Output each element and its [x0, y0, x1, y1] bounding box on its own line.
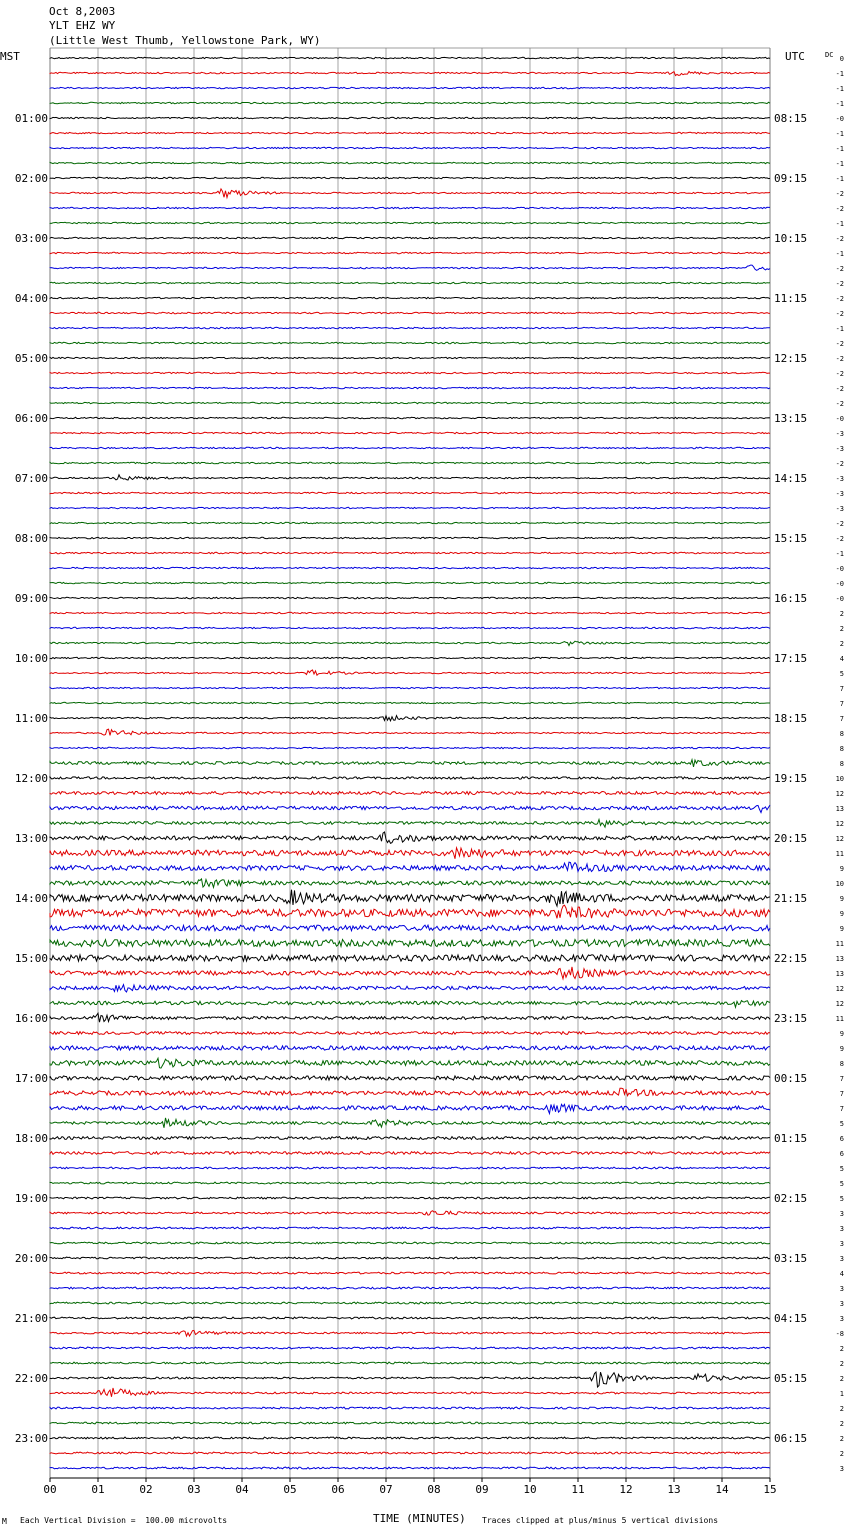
mst-label: 21:00	[14, 1312, 48, 1325]
trace-26	[50, 447, 770, 448]
dc-offset-label: 12	[835, 820, 844, 828]
station-code: YLT EHZ WY	[49, 19, 116, 32]
trace-38	[50, 627, 770, 628]
mst-label: 10:00	[14, 652, 48, 665]
trace-78	[50, 1227, 770, 1229]
dc-offset-label: -2	[835, 295, 844, 303]
trace-51	[50, 820, 770, 828]
trace-1	[50, 71, 770, 75]
mst-label: 08:00	[14, 532, 48, 545]
utc-axis-title: UTC	[785, 50, 805, 63]
trace-54	[50, 862, 770, 871]
mst-label: 23:00	[14, 1432, 48, 1445]
trace-50	[50, 805, 770, 813]
trace-76	[50, 1197, 770, 1199]
dc-offset-label: 4	[839, 1270, 844, 1278]
trace-3	[50, 102, 770, 103]
dc-offset-label: -0	[835, 565, 844, 573]
mst-label: 04:00	[14, 292, 48, 305]
trace-62	[50, 985, 770, 992]
dc-offset-label: 2	[839, 640, 844, 648]
dc-offset-label: -2	[835, 370, 844, 378]
dc-offset-label: 12	[835, 835, 844, 843]
trace-46	[50, 747, 770, 748]
trace-37	[50, 612, 770, 613]
trace-52	[50, 832, 770, 843]
trace-73	[50, 1152, 770, 1155]
dc-offset-label: -2	[835, 400, 844, 408]
dc-offset-label: 2	[839, 1420, 844, 1428]
utc-label: 11:15	[774, 292, 808, 305]
trace-45	[50, 729, 770, 735]
trace-83	[50, 1302, 770, 1304]
dc-offset-label: 2	[839, 1405, 844, 1413]
utc-label: 05:15	[774, 1372, 808, 1385]
x-tick-label: 12	[619, 1483, 633, 1496]
trace-25	[50, 432, 770, 433]
utc-label: 22:15	[774, 952, 808, 965]
utc-label: 06:15	[774, 1432, 808, 1445]
dc-offset-label: -0	[835, 580, 844, 588]
x-tick-label: 01	[91, 1483, 105, 1496]
trace-57	[50, 905, 770, 918]
dc-offset-label: 7	[839, 1090, 844, 1098]
dc-offset-label: 8	[839, 745, 844, 753]
dc-offset-label: 5	[839, 670, 844, 678]
mst-label: 02:00	[14, 172, 48, 185]
dc-offset-label: -2	[835, 235, 844, 243]
mst-label: 09:00	[14, 592, 48, 605]
utc-label: 03:15	[774, 1252, 808, 1265]
trace-15	[50, 282, 770, 283]
trace-16	[50, 297, 770, 298]
x-tick-label: 07	[379, 1483, 393, 1496]
trace-94	[50, 1467, 770, 1469]
trace-80	[50, 1257, 770, 1259]
dc-offset-label: 13	[835, 805, 844, 813]
trace-72	[50, 1137, 770, 1140]
x-tick-label: 06	[331, 1483, 345, 1496]
trace-43	[50, 702, 770, 703]
scale-note: Each Vertical Division = 100.00 microvolts	[20, 1516, 228, 1525]
trace-33	[50, 552, 770, 553]
utc-label: 09:15	[774, 172, 808, 185]
utc-label: 10:15	[774, 232, 808, 245]
dc-offset-label: -3	[835, 475, 844, 483]
trace-60	[50, 955, 770, 961]
utc-label: 21:15	[774, 892, 808, 905]
dc-offset-label: 10	[835, 775, 844, 783]
x-tick-label: 03	[187, 1483, 201, 1496]
dc-offset-label: -2	[835, 520, 844, 528]
trace-21	[50, 372, 770, 373]
mst-label: 18:00	[14, 1132, 48, 1145]
dc-offset-label: 7	[839, 1075, 844, 1083]
dc-offset-label: 11	[835, 850, 844, 858]
minute-tick-labels	[43, 1478, 776, 1496]
trace-0	[50, 57, 770, 58]
trace-32	[50, 537, 770, 538]
seismic-traces	[50, 57, 770, 1469]
mst-label: 15:00	[14, 952, 48, 965]
dc-offset-label: -2	[835, 205, 844, 213]
dc-offset-label: 8	[839, 760, 844, 768]
utc-label: 02:15	[774, 1192, 808, 1205]
mst-label: 03:00	[14, 232, 48, 245]
dc-offset-label: 7	[839, 1105, 844, 1113]
mst-axis-title: MST	[0, 50, 20, 63]
dc-offset-label: 3	[839, 1210, 844, 1218]
trace-70	[50, 1104, 770, 1113]
dc-offset-label: 3	[839, 1240, 844, 1248]
mst-label: 05:00	[14, 352, 48, 365]
dc-offset-label: 5	[839, 1195, 844, 1203]
dc-offset-label: 13	[835, 970, 844, 978]
mst-label: 17:00	[14, 1072, 48, 1085]
x-tick-label: 11	[571, 1483, 585, 1496]
x-axis-label: TIME (MINUTES)	[373, 1512, 466, 1525]
dc-offset-label: 1	[839, 1390, 844, 1398]
dc-offset-label: -2	[835, 385, 844, 393]
dc-offset-label: 8	[839, 1060, 844, 1068]
mst-label: 20:00	[14, 1252, 48, 1265]
dc-offset-label: 2	[839, 1435, 844, 1443]
utc-label: 01:15	[774, 1132, 808, 1145]
trace-10	[50, 207, 770, 208]
trace-58	[50, 925, 770, 931]
trace-2	[50, 87, 770, 88]
utc-label: 20:15	[774, 832, 808, 845]
trace-85	[50, 1330, 770, 1336]
dc-offset-label: 5	[839, 1165, 844, 1173]
trace-18	[50, 327, 770, 328]
dc-offset-label: -0	[835, 595, 844, 603]
trace-29	[50, 492, 770, 493]
corner-mark: M	[2, 1517, 7, 1526]
trace-11	[50, 222, 770, 223]
trace-39	[50, 641, 770, 645]
mst-label: 19:00	[14, 1192, 48, 1205]
trace-41	[50, 670, 770, 675]
dc-offset-label: -0	[835, 115, 844, 123]
dc-offset-label: 2	[839, 1360, 844, 1368]
trace-87	[50, 1362, 770, 1364]
trace-19	[50, 342, 770, 343]
utc-label: 18:15	[774, 712, 808, 725]
utc-label: 17:15	[774, 652, 808, 665]
trace-22	[50, 387, 770, 388]
trace-7	[50, 162, 770, 163]
dc-offset-label: 2	[839, 1345, 844, 1353]
dc-offset-label: 7	[839, 685, 844, 693]
x-tick-label: 02	[139, 1483, 153, 1496]
dc-offset-label: -1	[835, 220, 844, 228]
trace-40	[50, 657, 770, 658]
dc-offset-label: -0	[835, 415, 844, 423]
trace-5	[50, 132, 770, 133]
trace-53	[50, 848, 770, 859]
dc-offset-label: 11	[835, 940, 844, 948]
dc-offset-label: 9	[839, 865, 844, 873]
x-tick-label: 14	[715, 1483, 729, 1496]
trace-48	[50, 777, 770, 779]
dc-offset-label: 5	[839, 1120, 844, 1128]
trace-49	[50, 792, 770, 795]
dc-offset-label: 12	[835, 790, 844, 798]
dc-offset-label: 7	[839, 700, 844, 708]
mst-label: 13:00	[14, 832, 48, 845]
trace-4	[50, 117, 770, 118]
trace-86	[50, 1347, 770, 1349]
trace-65	[50, 1032, 770, 1035]
dc-offset-label: -1	[835, 70, 844, 78]
utc-label: 12:15	[774, 352, 808, 365]
dc-offset-label: -1	[835, 160, 844, 168]
dc-offset-label: 9	[839, 910, 844, 918]
mst-label: 16:00	[14, 1012, 48, 1025]
trace-67	[50, 1058, 770, 1068]
dc-offset-label: 9	[839, 925, 844, 933]
trace-42	[50, 687, 770, 688]
dc-offset-label: -3	[835, 490, 844, 498]
x-tick-label: 08	[427, 1483, 441, 1496]
x-tick-label: 10	[523, 1483, 537, 1496]
trace-71	[50, 1118, 770, 1128]
x-tick-label: 00	[43, 1483, 57, 1496]
trace-23	[50, 402, 770, 403]
dc-offset-label: -2	[835, 535, 844, 543]
clip-note: Traces clipped at plus/minus 5 vertical divisions	[482, 1516, 719, 1525]
dc-offset-label: 6	[839, 1150, 844, 1158]
trace-66	[50, 1046, 770, 1050]
utc-label: 14:15	[774, 472, 808, 485]
plot-date: Oct 8,2003	[49, 5, 116, 18]
trace-64	[50, 1013, 770, 1022]
trace-9	[50, 189, 770, 198]
dc-axis-title: DC	[825, 51, 834, 59]
x-tick-label: 04	[235, 1483, 249, 1496]
x-tick-label: 09	[475, 1483, 489, 1496]
dc-offset-label: 3	[839, 1285, 844, 1293]
dc-offset-label: 2	[839, 1375, 844, 1383]
mst-label: 01:00	[14, 112, 48, 125]
dc-offset-label: -1	[835, 145, 844, 153]
dc-offset-label: 5	[839, 1180, 844, 1188]
dc-offset-label: 3	[839, 1465, 844, 1473]
dc-offset-label: 8	[839, 730, 844, 738]
dc-offset-label: -1	[835, 250, 844, 258]
dc-offset-label: -2	[835, 280, 844, 288]
dc-offset-label: -3	[835, 430, 844, 438]
x-tick-label: 13	[667, 1483, 681, 1496]
dc-offset-label: 12	[835, 1000, 844, 1008]
trace-27	[50, 462, 770, 463]
utc-label: 19:15	[774, 772, 808, 785]
dc-offset-label: 2	[839, 1450, 844, 1458]
utc-label: 04:15	[774, 1312, 808, 1325]
trace-81	[50, 1272, 770, 1274]
x-tick-label: 15	[763, 1483, 777, 1496]
trace-13	[50, 252, 770, 253]
dc-offset-label: -1	[835, 130, 844, 138]
dc-offset-label: 12	[835, 985, 844, 993]
utc-label: 23:15	[774, 1012, 808, 1025]
dc-offset-label: 2	[839, 625, 844, 633]
dc-offset-label: 3	[839, 1225, 844, 1233]
dc-offset-label: 9	[839, 895, 844, 903]
trace-75	[50, 1182, 770, 1184]
x-tick-label: 05	[283, 1483, 297, 1496]
trace-59	[50, 940, 770, 947]
utc-label: 00:15	[774, 1072, 808, 1085]
trace-69	[50, 1088, 770, 1095]
dc-offset-label: -1	[835, 325, 844, 333]
utc-label: 15:15	[774, 532, 808, 545]
dc-offset-label: 0	[839, 55, 844, 63]
dc-offset-label: -2	[835, 265, 844, 273]
dc-offset-label: -1	[835, 175, 844, 183]
mst-label: 22:00	[14, 1372, 48, 1385]
trace-24	[50, 417, 770, 418]
dc-offset-label: -1	[835, 85, 844, 93]
trace-14	[50, 265, 770, 270]
dc-offset-label: 10	[835, 880, 844, 888]
trace-84	[50, 1317, 770, 1319]
mst-label: 14:00	[14, 892, 48, 905]
trace-61	[50, 967, 770, 979]
dc-offset-label: 9	[839, 1045, 844, 1053]
trace-36	[50, 597, 770, 598]
trace-63	[50, 1001, 770, 1008]
dc-offset-label: 3	[839, 1255, 844, 1263]
dc-offset-label: -1	[835, 100, 844, 108]
dc-offset-label: 9	[839, 1030, 844, 1038]
dc-offset-label: -3	[835, 505, 844, 513]
dc-offset-label: -2	[835, 355, 844, 363]
trace-12	[50, 237, 770, 238]
dc-offset-label: 11	[835, 1015, 844, 1023]
trace-93	[50, 1452, 770, 1454]
trace-77	[50, 1211, 770, 1216]
trace-89	[50, 1388, 770, 1397]
trace-30	[50, 507, 770, 508]
dc-offset-label: -2	[835, 310, 844, 318]
trace-90	[50, 1407, 770, 1409]
trace-55	[50, 879, 770, 888]
trace-56	[50, 890, 770, 906]
utc-label: 13:15	[774, 412, 808, 425]
trace-79	[50, 1242, 770, 1244]
dc-offset-label: 3	[839, 1300, 844, 1308]
trace-88	[50, 1372, 770, 1387]
trace-31	[50, 522, 770, 523]
dc-offset-label: -2	[835, 340, 844, 348]
utc-label: 08:15	[774, 112, 808, 125]
trace-8	[50, 177, 770, 178]
dc-offset-label: -2	[835, 190, 844, 198]
trace-91	[50, 1422, 770, 1424]
dc-offset-label: 6	[839, 1135, 844, 1143]
trace-34	[50, 567, 770, 568]
dc-offset-label: 3	[839, 1315, 844, 1323]
trace-47	[50, 760, 770, 767]
mst-label: 06:00	[14, 412, 48, 425]
dc-offset-label: 2	[839, 610, 844, 618]
utc-label: 16:15	[774, 592, 808, 605]
trace-17	[50, 312, 770, 313]
dc-offset-label: -2	[835, 460, 844, 468]
trace-74	[50, 1167, 770, 1169]
trace-20	[50, 357, 770, 358]
dc-offset-label: -8	[835, 1330, 844, 1338]
trace-44	[50, 716, 770, 721]
trace-82	[50, 1287, 770, 1289]
trace-6	[50, 147, 770, 148]
trace-35	[50, 582, 770, 583]
mst-label: 11:00	[14, 712, 48, 725]
station-location: (Little West Thumb, Yellowstone Park, WY)	[49, 34, 321, 47]
trace-68	[50, 1076, 770, 1080]
dc-offset-label: -3	[835, 445, 844, 453]
mst-label: 12:00	[14, 772, 48, 785]
dc-offset-label: -1	[835, 550, 844, 558]
dc-offset-label: 13	[835, 955, 844, 963]
trace-92	[50, 1437, 770, 1439]
trace-28	[50, 475, 770, 480]
dc-offset-label: 4	[839, 655, 844, 663]
dc-offset-label: 7	[839, 715, 844, 723]
mst-label: 07:00	[14, 472, 48, 485]
